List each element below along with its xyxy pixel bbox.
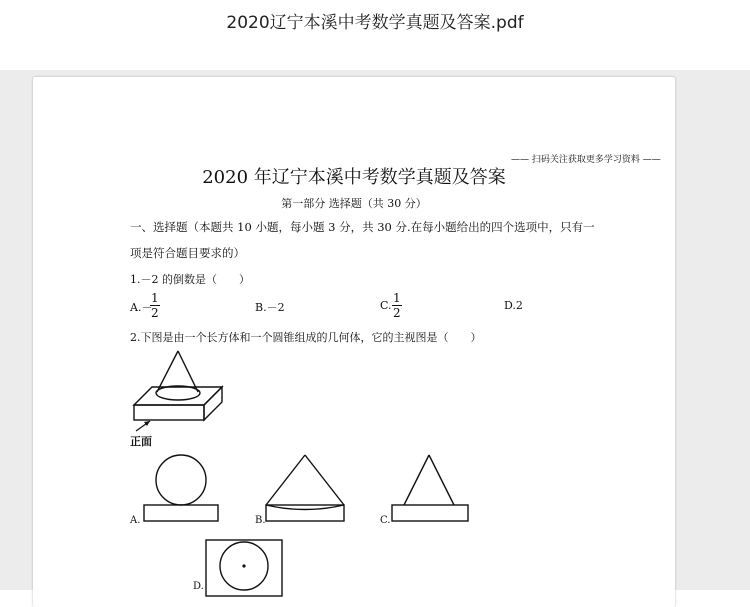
q2-option-a-figure — [141, 452, 221, 524]
section-heading: 第一部分 选择题（共 30 分） — [281, 197, 427, 210]
q1-option-a-fraction: $\frac{1}{2}$ — [151, 291, 159, 320]
q2-option-c-label: C. — [380, 515, 391, 526]
side-note: —— 扫码关注获取更多学习资料 —— — [511, 155, 661, 165]
intro-line-2: 项是符合题目要求的） — [130, 246, 245, 260]
pdf-page — [33, 77, 675, 607]
doc-title: 2020 年辽宁本溪中考数学真题及答案 — [202, 167, 506, 188]
q2-option-d-label: D. — [193, 581, 204, 592]
q1-option-d: D.2 — [504, 299, 523, 312]
question-2: 2.下图是由一个长方体和一个圆锥组成的几何体，它的主视图是（ ） — [130, 331, 482, 344]
q2-option-a-label: A. — [130, 515, 141, 526]
intro-line-1: 一、选择题（本题共 10 小题，每小题 3 分，共 30 分.在每小题给出的四个选项中，只有一 — [130, 220, 595, 234]
front-label: 正面 — [130, 435, 152, 448]
solid-figure — [130, 347, 235, 447]
question-1: 1.－2 的倒数是（ ） — [130, 273, 250, 286]
file-title: 2020辽宁本溪中考数学真题及答案.pdf — [226, 13, 524, 33]
q1-option-c-fraction: $\frac{1}{2}$ — [393, 291, 401, 320]
title-bar — [0, 0, 750, 70]
q1-option-a: A.－ — [130, 301, 153, 314]
q1-option-b: B.－2 — [255, 301, 285, 314]
q2-option-c-figure — [389, 452, 471, 524]
q2-option-b-figure — [263, 452, 347, 524]
q1-option-c: C. — [380, 299, 392, 312]
q2-option-b-label: B. — [255, 515, 266, 526]
